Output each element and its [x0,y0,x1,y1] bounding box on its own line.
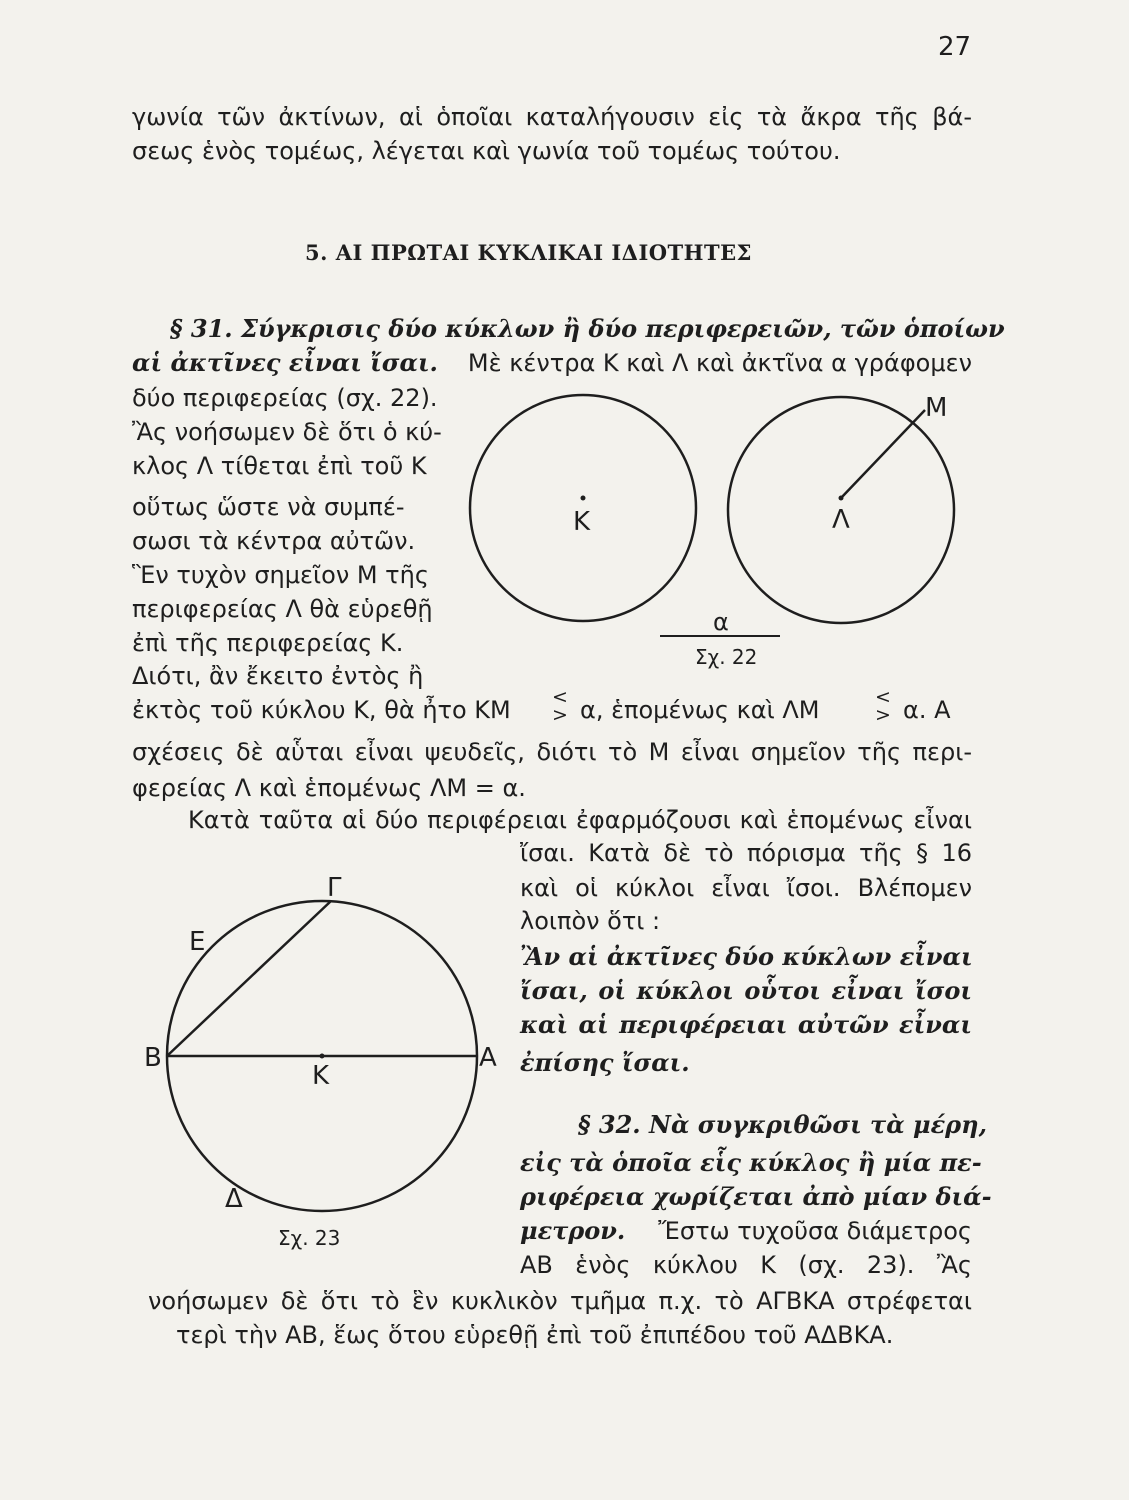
label-k23: Κ [312,1061,330,1091]
label-g: Γ [327,873,342,903]
radius-lm [841,410,925,498]
s32-title-end: μετρον. [520,1216,626,1245]
center-k-dot [581,496,586,501]
ineq-part-b: α, ἑπομένως καὶ ΛΜ [580,696,820,724]
caption-22: Σχ. 22 [695,645,758,669]
ineq-lt-1: < [552,686,568,708]
label-alpha: α [713,608,729,636]
s32-title-line-2: εἰς τὰ ὁποῖα εἷς κύκλος ἢ μία πε- [520,1148,982,1177]
s31-left-line-3: κλος Λ τίθεται ἐπὶ τοῦ Κ [132,452,427,480]
conclusion-line-1: Ἂν αἱ ἀκτῖνες δύο κύκλων εἶναι [520,942,973,971]
intro-line-2: σεως ἑνὸς τομέως, λέγεται καὶ γωνία τοῦ τομέως τούτου. [132,137,841,165]
s31-left-line-7: περιφερείας Λ θὰ εὑρεθῇ [132,595,433,623]
s31-text-after-title: Μὲ κέντρα Κ καὶ Λ καὶ ἀκτῖνα α γράφομεν [467,349,972,377]
label-k: Κ [573,507,591,537]
s31-left-line-4: οὕτως ὥστε νὰ συμπέ- [132,493,405,521]
s31-left-line-8: ἐπὶ τῆς περιφερείας Κ. [132,629,404,657]
chord-bg [167,901,331,1056]
label-e: Ε [189,927,206,957]
s31-title-line-2 [132,346,972,380]
ineq-gt-1: > [552,704,568,726]
s32-line-6: νοήσωμεν δὲ ὅτι τὸ ἓν κυκλικὸν τμῆμα π.χ. τὸ ΑΓΒΚΑ στρέφεται [148,1287,972,1315]
s31-left-line-6: Ἓν τυχὸν σημεῖον Μ τῆς [132,561,429,589]
ineq-part-c: α. Α [903,696,951,724]
s32-line-5: ΑΒ ἑνὸς κύκλου Κ (σχ. 23). Ἂς [520,1251,972,1279]
conclusion-line-4: ἐπίσης ἴσαι. [520,1048,690,1077]
s31-left-line-5: σωσι τὰ κέντρα αὐτῶν. [132,527,416,555]
conclusion-line-2: ἴσαι, οἱ κύκλοι οὗτοι εἶναι ἴσοι [520,976,972,1005]
s31-right-line-2: καὶ οἱ κύκλοι εἶναι ἴσοι. Βλέπομεν [520,874,972,902]
label-b: Β [144,1043,162,1073]
center-k23-dot [320,1054,325,1059]
s31-title-bold-end: αἱ ἀκτῖνες εἶναι ἴσαι. [132,348,438,377]
s31-left-line-9: Διότι, ἂν ἔκειτο ἐντὸς ἢ [132,662,424,690]
s32-line-7: τερὶ τὴν ΑΒ, ἕως ὅτου εὑρεθῇ ἐπὶ τοῦ ἐπιπέδου τοῦ ΑΔΒΚΑ. [176,1321,894,1349]
section-heading: 5. ΑΙ ΠΡΩΤΑΙ ΚΥΚΛΙΚΑΙ ΙΔΙΟΤΗΤΕΣ [305,240,753,265]
s31-line-kata: Κατὰ ταῦτα αἱ δύο περιφέρειαι ἐφαρμόζουσι καὶ ἑπομένως εἶναι [188,806,972,834]
s31-right-line-1: ἴσαι. Κατὰ δὲ τὸ πόρισμα τῆς § 16 [520,839,972,867]
label-a: Α [479,1043,497,1073]
conclusion-line-3: καὶ αἱ περιφέρειαι αὐτῶν εἶναι [520,1010,972,1039]
label-l: Λ [832,505,850,535]
s32-line-4 [520,1214,972,1248]
intro-line-1: γωνία τῶν ἀκτίνων, αἱ ὁποῖαι καταλήγουσιν εἰς τὰ ἄκρα τῆς βά- [132,103,972,131]
ineq-gt-2: > [875,704,891,726]
s32-line-4-text: Ἔστω τυχοῦσα διάμετρος [658,1217,972,1245]
ineq-lt-2: < [875,686,891,708]
ineq-part-a: ἐκτὸς τοῦ κύκλου Κ, θὰ ἦτο ΚΜ [132,696,511,724]
caption-23: Σχ. 23 [278,1226,341,1250]
figure-23 [135,870,510,1260]
s31-left-line-1: δύο περιφερείας (σχ. 22). [132,384,438,412]
label-m: Μ [925,393,948,423]
s31-right-line-3: λοιπὸν ὅτι : [520,907,661,935]
s31-line-sxeseis: σχέσεις δὲ αὗται εἶναι ψευδεῖς, διότι τὸ Μ εἶναι σημεῖον τῆς περι- [132,738,972,766]
page-number: 27 [938,32,972,62]
s31-title-line-1: § 31. Σύγκρισις δύο κύκλων ἢ δύο περιφερειῶν, τῶν ὁποίων [170,314,1005,343]
figure-22 [455,380,985,680]
s32-title-line-3: ριφέρεια χωρίζεται ἀπὸ μίαν διά- [520,1182,992,1211]
s31-line-fereias: φερείας Λ καὶ ἑπομένως ΛΜ = α. [132,774,526,802]
label-d: Δ [225,1184,243,1214]
s32-title-line-1: § 32. Νὰ συγκριθῶσι τὰ μέρη, [578,1110,987,1139]
s31-left-line-2: Ἂς νοήσωμεν δὲ ὅτι ὁ κύ- [132,418,442,446]
